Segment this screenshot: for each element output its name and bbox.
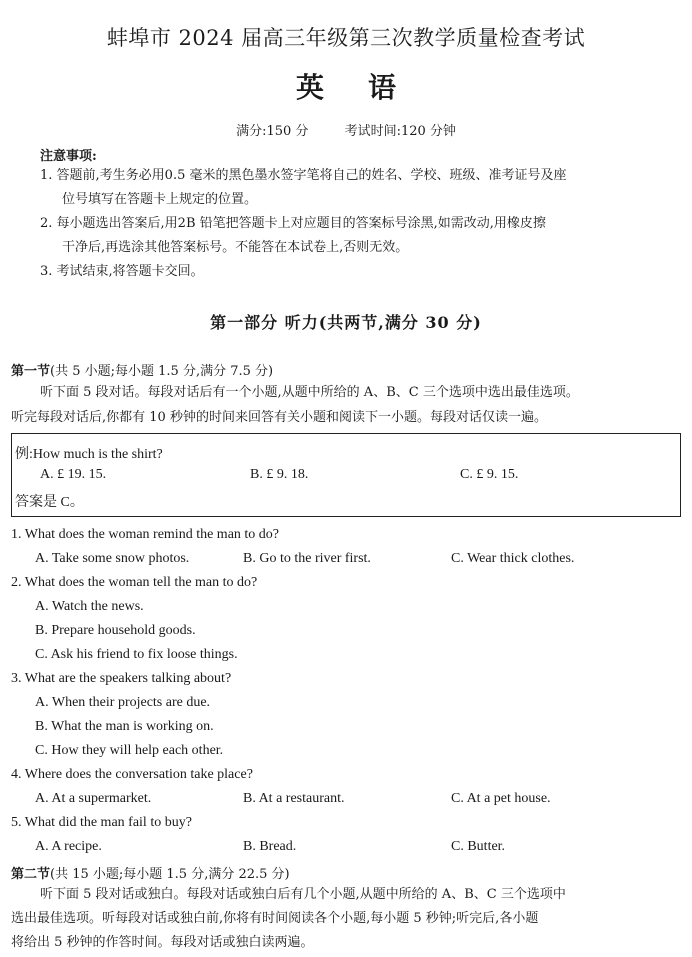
part-1-heading: 第一部分 听力(共两节,满分 30 分) bbox=[210, 313, 482, 332]
notice-heading: 注意事项: bbox=[40, 149, 97, 164]
question-3-option-c: C. How they will help each other. bbox=[35, 743, 224, 758]
notice-item-1-line-1: 1. 答题前,考生务必用0.5 毫米的黑色墨水签字笔将自己的姓名、学校、班级、准考证号及座 bbox=[40, 168, 567, 183]
question-2-option-c: C. Ask his friend to fix loose things. bbox=[35, 647, 238, 662]
question-4-option-c: C. At a pet house. bbox=[451, 791, 551, 806]
section-1-rule: (共 5 小题;每小题 1.5 分,满分 7.5 分) bbox=[50, 364, 274, 379]
section-2-rule: (共 15 小题;每小题 1.5 分,满分 22.5 分) bbox=[50, 867, 290, 882]
question-1-option-c: C. Wear thick clothes. bbox=[451, 551, 575, 566]
notice-item-2-line-2: 干净后,再选涂其他答案标号。不能答在本试卷上,否则无效。 bbox=[62, 240, 409, 255]
section-1-label: 第一节 bbox=[11, 364, 51, 379]
question-1-option-a: A. Take some snow photos. bbox=[35, 551, 190, 566]
notice-item-1-line-2: 位号填写在答题卡上规定的位置。 bbox=[62, 192, 258, 207]
section-2-label: 第二节 bbox=[11, 867, 51, 882]
question-5: 5. What did the man fail to buy? bbox=[11, 815, 192, 830]
example-option-a: A. £ 19. 15. bbox=[40, 467, 107, 482]
question-4-option-b: B. At a restaurant. bbox=[243, 791, 345, 806]
question-2: 2. What does the woman tell the man to do? bbox=[11, 575, 258, 590]
example-option-c: C. £ 9. 15. bbox=[460, 467, 519, 482]
question-4: 4. Where does the conversation take place? bbox=[11, 767, 253, 782]
question-5-option-a: A. A recipe. bbox=[35, 839, 102, 854]
question-3-option-a: A. When their projects are due. bbox=[35, 695, 211, 710]
exam-title: 蚌埠市 2024 届高三年级第三次教学质量检查考试 bbox=[106, 26, 586, 50]
question-3-option-b: B. What the man is working on. bbox=[35, 719, 214, 734]
question-4-option-a: A. At a supermarket. bbox=[35, 791, 152, 806]
section-2-heading bbox=[11, 863, 290, 882]
question-3: 3. What are the speakers talking about? bbox=[11, 671, 232, 686]
question-1-option-b: B. Go to the river first. bbox=[243, 551, 371, 566]
section-2-instruction-line-3: 将给出 5 秒钟的作答时间。每段对话或独白读两遍。 bbox=[11, 935, 314, 950]
subject-title: 英语 bbox=[295, 71, 440, 104]
section-2-instruction-line-2: 选出最佳选项。听每段对话或独白前,你将有时间阅读各个小题,每小题 5 秒钟;听完后,各小题 bbox=[11, 911, 539, 926]
example-answer: 答案是 C。 bbox=[15, 495, 84, 510]
exam-meta bbox=[0, 120, 692, 139]
question-1: 1. What does the woman remind the man to do? bbox=[11, 527, 280, 542]
section-1-heading bbox=[11, 360, 273, 379]
question-2-option-b: B. Prepare household goods. bbox=[35, 623, 196, 638]
question-5-option-b: B. Bread. bbox=[243, 839, 297, 854]
notice-item-3: 3. 考试结束,将答题卡交回。 bbox=[40, 264, 204, 279]
example-option-b: B. £ 9. 18. bbox=[250, 467, 309, 482]
question-5-option-c: C. Butter. bbox=[451, 839, 506, 854]
section-1-instruction-line-2: 听完每段对话后,你都有 10 秒钟的时间来回答有关小题和阅读下一小题。每段对话仅读一遍。 bbox=[11, 410, 547, 425]
question-2-option-a: A. Watch the news. bbox=[35, 599, 144, 614]
example-question: 例:How much is the shirt? bbox=[15, 447, 163, 462]
exam-time: 考试时间:120 分钟 bbox=[344, 124, 456, 139]
full-score: 满分:150 分 bbox=[236, 124, 309, 139]
section-2-instruction-line-1: 听下面 5 段对话或独白。每段对话或独白后有几个小题,从题中所给的 A、B、C 三个选项中 bbox=[40, 887, 566, 902]
section-1-instruction-line-1: 听下面 5 段对话。每段对话后有一个小题,从题中所给的 A、B、C 三个选项中选出最佳选项。 bbox=[40, 385, 579, 400]
notice-item-2-line-1: 2. 每小题选出答案后,用2B 铅笔把答题卡上对应题目的答案标号涂黑,如需改动,用橡皮擦 bbox=[40, 216, 546, 231]
